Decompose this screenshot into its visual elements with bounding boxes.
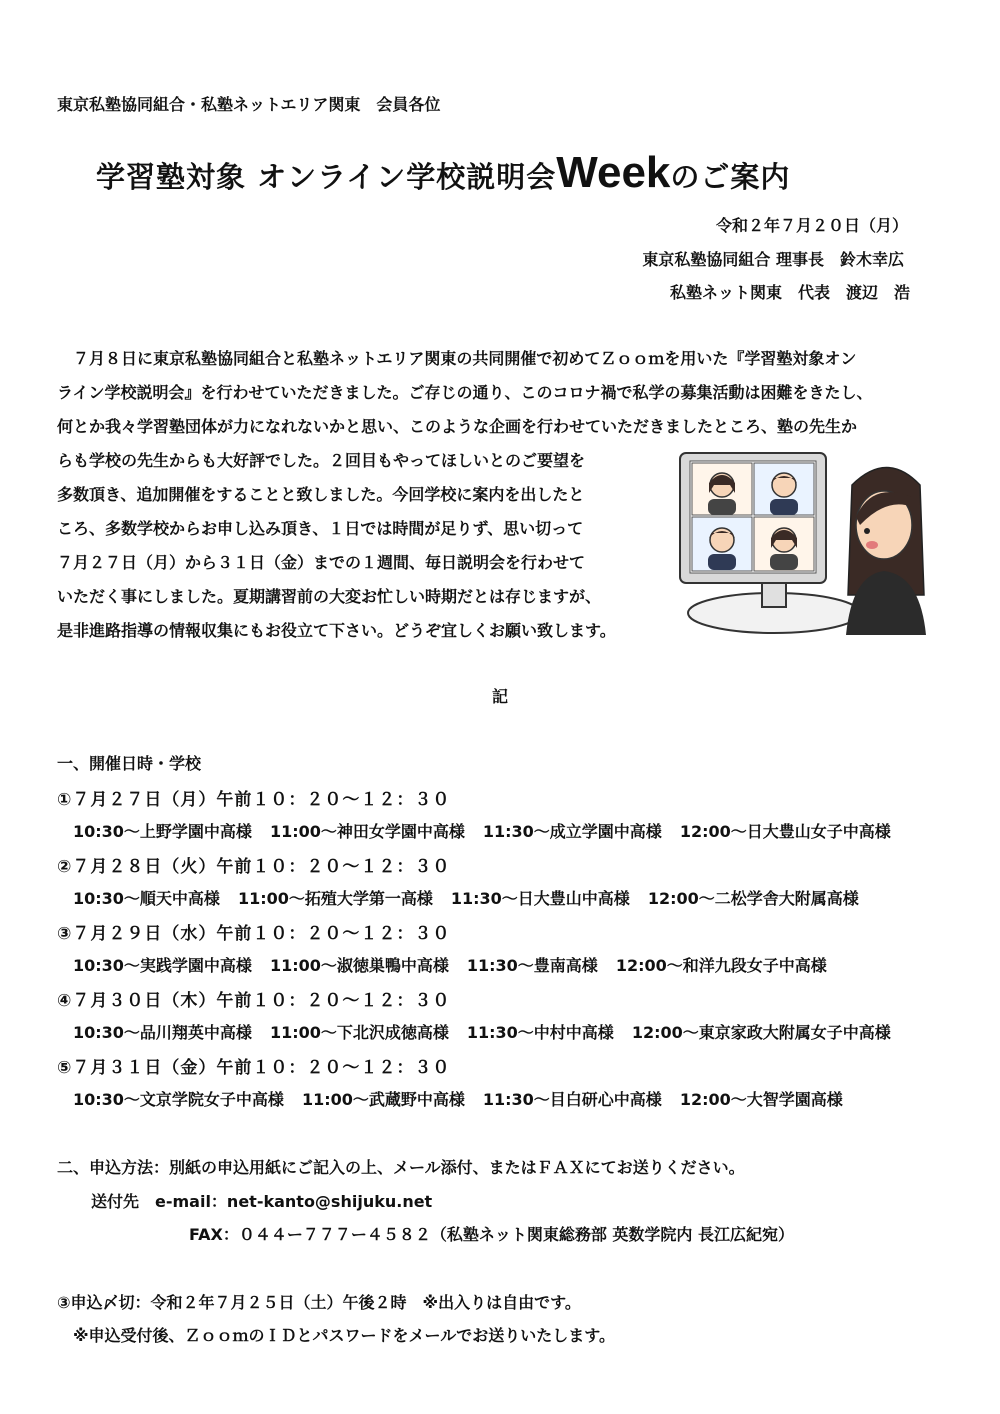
title-main: 学習塾対象 オンライン学校説明会 xyxy=(96,160,557,194)
body-line: ７月８日に東京私塾協同組合と私塾ネットエリア関東の共同開催で初めてＺｏｏｍを用いた『学習塾対象オン xyxy=(57,349,857,368)
schedule-slot: 11:30～中村中高様 xyxy=(466,1023,614,1042)
schedule-slot: 12:00～二松学舎大附属高様 xyxy=(647,889,859,908)
body-line: ７月２７日（月）から３１日（金）までの１週間、毎日説明会を行わせて xyxy=(57,553,586,572)
body-line: 是非進路指導の情報収集にもお役立て下さい。どうぞ宜しくお願い致します。 xyxy=(57,621,616,640)
schedule-slots-row xyxy=(73,1020,909,1043)
schedule-slot: 11:30～目白研心中高様 xyxy=(482,1090,662,1109)
section-1-heading: 一、開催日時・学校 xyxy=(57,754,202,773)
body-line: ころ、多数学校からお申し込み頂き、１日では時間が足りず、思い切って xyxy=(57,519,584,538)
schedule-slots-row xyxy=(73,1087,861,1110)
email-line: 送付先 e-mail：net-kanto@shijuku.net xyxy=(91,1192,433,1211)
body-line: 多数頂き、追加開催をすることと致しました。今回学校に案内を出したと xyxy=(57,485,585,504)
schedule-slot: 11:00～武蔵野中高様 xyxy=(301,1090,465,1109)
sender-line-1: 東京私塾協同組合 理事長 鈴木幸広 xyxy=(642,250,904,269)
deadline-line: ③申込〆切：令和２年７月２５日（土）午後２時 ※出入りは自由です。 xyxy=(57,1293,581,1312)
body-line: ライン学校説明会』を行わせていただきました。ご存じの通り、このコロナ禍で私学の募集活動は困難をきたし、 xyxy=(57,383,873,402)
document-date: 令和２年７月２０日（月） xyxy=(715,216,908,235)
section-2-heading: 二、申込方法：別紙の申込用紙にご記入の上、メール添付、またはＦＡＸにてお送りください。 xyxy=(57,1158,745,1177)
schedule-slot: 11:30～日大豊山中高様 xyxy=(450,889,630,908)
zoom-note-line: ※申込受付後、ＺｏｏｍのＩＤとパスワードをメールでお送りいたします。 xyxy=(73,1326,615,1345)
ki-mark: 記 xyxy=(491,687,508,706)
schedule-slots-row xyxy=(73,953,845,976)
schedule-day-label: ①７月２７日（月）午前１０：２０～１２：３０ xyxy=(57,790,451,810)
fax-line: FAX：０４４ー７７７ー４５８２（私塾ネット関東総務部 英数学院内 長江広紀宛） xyxy=(189,1225,794,1244)
schedule-slot: 10:30～品川翔英中高様 xyxy=(73,1023,252,1042)
schedule-slot: 11:00～淑徳巣鴨中高様 xyxy=(269,956,449,975)
body-line: らも学校の先生からも大好評でした。２回目もやってほしいとのご要望を xyxy=(57,451,586,470)
sender-line-2: 私塾ネット関東 代表 渡辺 浩 xyxy=(669,283,910,302)
schedule-slot: 12:00～大智学園高様 xyxy=(679,1090,843,1109)
schedule-slot: 11:00～下北沢成徳高様 xyxy=(269,1023,449,1042)
schedule-slot: 10:30～実践学園中高様 xyxy=(73,956,252,975)
schedule-day-label: ⑤７月３１日（金）午前１０：２０～１２：３０ xyxy=(57,1058,451,1078)
schedule-slot: 12:00～日大豊山女子中高様 xyxy=(679,822,891,841)
schedule-slot: 10:30～順天中高様 xyxy=(73,889,220,908)
body-line: いただく事にしました。夏期講習前の大変お忙しい時期だとは存じますが、 xyxy=(57,587,602,606)
schedule-slot: 10:30～文京学院女子中高様 xyxy=(73,1090,284,1109)
online-meeting-illustration xyxy=(662,445,930,637)
schedule-slot: 12:00～和洋九段女子中高様 xyxy=(615,956,827,975)
schedule-day-label: ③７月２９日（水）午前１０：２０～１２：３０ xyxy=(57,924,451,944)
document-title xyxy=(96,148,790,198)
addressee-line: 東京私塾協同組合・私塾ネットエリア関東 会員各位 xyxy=(57,95,441,114)
schedule-day-label: ②７月２８日（火）午前１０：２０～１２：３０ xyxy=(57,857,451,877)
schedule-slots-row xyxy=(73,819,909,842)
schedule-slot: 11:00～拓殖大学第一高様 xyxy=(237,889,433,908)
schedule-slot: 12:00～東京家政大附属女子中高様 xyxy=(631,1023,891,1042)
schedule-slots-row xyxy=(73,886,877,909)
schedule-slot: 11:30～成立学園中高様 xyxy=(482,822,662,841)
title-week: Week xyxy=(556,148,671,197)
schedule-day-label: ④７月３０日（木）午前１０：２０～１２：３０ xyxy=(57,991,451,1011)
title-tail: のご案内 xyxy=(670,160,791,194)
body-line: 何とか我々学習塾団体が力になれないかと思い、このような企画を行わせていただきましたところ、塾の先生か xyxy=(57,417,858,436)
schedule-slot: 10:30～上野学園中高様 xyxy=(73,822,252,841)
schedule-slot: 11:00～神田女学園中高様 xyxy=(269,822,465,841)
schedule-slot: 11:30～豊南高様 xyxy=(466,956,598,975)
